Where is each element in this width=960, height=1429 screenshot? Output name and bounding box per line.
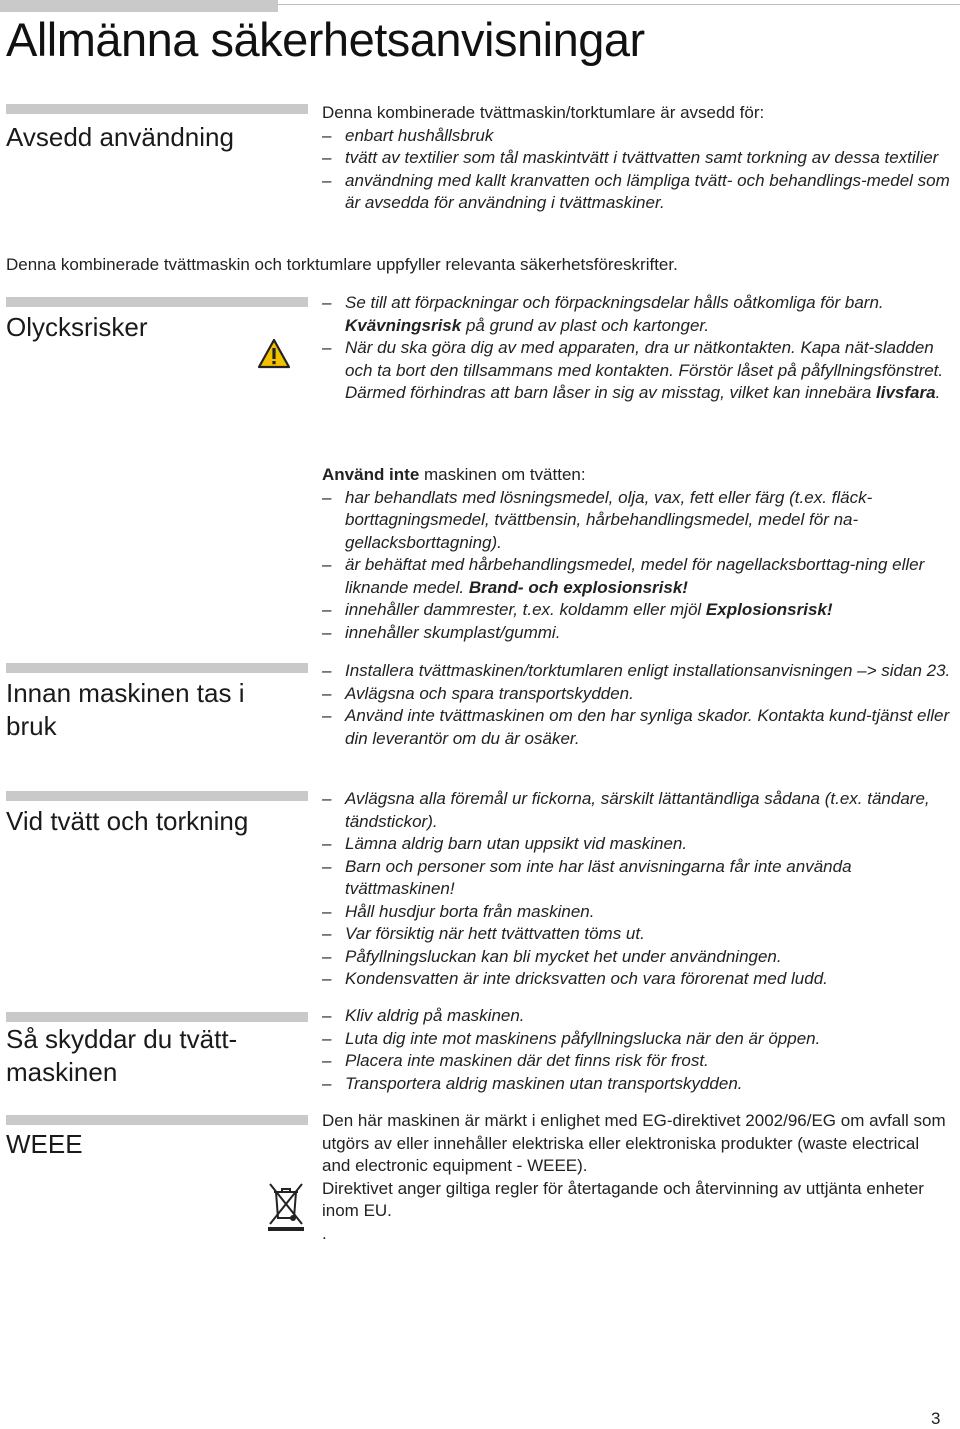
compliance-text: Denna kombinerade tvättmaskin och torktumlare uppfyller relevanta säkerhetsföreskrifter. [6, 255, 678, 274]
section-bar [6, 791, 308, 801]
list-item: – användning med kallt kranvatten och lämpliga tvätt- och behandlings-medel som är avsedda för användning i tvättmaskiner. [322, 170, 952, 215]
section-heading-avsedd: Avsedd användning [6, 122, 234, 152]
anvand-inte-body [322, 464, 952, 644]
list-item: – Installera tvättmaskinen/torktumlaren enligt installationsanvisningen –> sidan 23. [322, 660, 952, 683]
crossed-bin-icon [266, 1180, 306, 1232]
page-number: 3 [931, 1409, 941, 1428]
list-item: – Placera inte maskinen där det finns risk för frost. [322, 1050, 952, 1073]
section-heading-weee: WEEE [6, 1129, 83, 1159]
list-item: – Barn och personer som inte har läst anvisningarna får inte använda tvättmaskinen! [322, 856, 952, 901]
list-item: – har behandlats med lösningsmedel, olja, vax, fett eller färg (t.ex. fläck-borttagningsmedel, tvättbensin, hårbehandlingsmedel, medel för na-gellacksborttagning). [322, 487, 952, 555]
list-item: – Kliv aldrig på maskinen. [322, 1005, 952, 1028]
anvand-inte-intro: Använd inte maskinen om tvätten: [322, 465, 586, 484]
section-heading-skydd: Så skyddar du tvätt-maskinen [6, 1024, 238, 1087]
list-item: – är behäftat med hårbehandlingsmedel, medel för nagellacksborttag-ning eller liknande medel. Brand- och explosionsrisk! [322, 554, 952, 599]
list-item: – tvätt av textilier som tål maskintvätt i tvättvatten samt torkning av dessa textilier [322, 147, 952, 170]
list-item: – Se till att förpackningar och förpackningsdelar hålls oåtkomliga för barn. Kvävningsrisk på grund av plast och kartonger. [322, 292, 952, 337]
avsedd-intro: Denna kombinerade tvättmaskin/torktumlare är avsedd för: [322, 103, 765, 122]
list-item: – Kondensvatten är inte dricksvatten och vara förorenat med ludd. [322, 968, 952, 991]
section-bar [6, 1115, 308, 1125]
olycksrisker-body [322, 292, 952, 405]
avsedd-body [322, 102, 952, 215]
strong-text: livsfara [876, 383, 936, 402]
section-bar [6, 1012, 308, 1022]
strong-text: Brand- och explosionsrisk! [468, 577, 688, 597]
strong-text: Explosionsrisk! [705, 600, 833, 619]
section-heading-olycksrisker: Olycksrisker [6, 312, 148, 342]
list-item: – Håll husdjur borta från maskinen. [322, 901, 952, 924]
list-item: – Avlägsna alla föremål ur fickorna, särskilt lättantändliga sådana (t.ex. tändare, tändstickor). [322, 788, 952, 833]
page-title: Allmänna säkerhetsanvisningar [6, 13, 645, 66]
list-item: – Transportera aldrig maskinen utan transportskydden. [322, 1073, 952, 1096]
avsedd-list [322, 125, 952, 215]
innan-body [322, 660, 952, 750]
section-bar [6, 104, 308, 114]
list-item: – Lämna aldrig barn utan uppsikt vid maskinen. [322, 833, 952, 856]
list-item: – innehåller dammrester, t.ex. koldamm eller mjöl Explosionsrisk! [322, 599, 952, 622]
section-bar [6, 663, 308, 673]
header-bar [0, 0, 278, 12]
vid-body [322, 788, 952, 991]
list-item: – När du ska göra dig av med apparaten, dra ur nätkontakten. Kapa nät-sladden och ta bort den tillsammans med kontakten. Förstör låset på påfyllningsfönstret. Därmed förhindras att barn låser in sig av misstag, vilket kan innebära livsfara. [322, 337, 952, 405]
list-item: – Använd inte tvättmaskinen om den har synliga skador. Kontakta kund-tjänst eller din leverantör om du är osäker. [322, 705, 952, 750]
list-item: – Var försiktig när hett tvättvatten töms ut. [322, 923, 952, 946]
list-item: – Påfyllningsluckan kan bli mycket het under användningen. [322, 946, 952, 969]
vid-list [322, 788, 952, 991]
section-bar [6, 297, 308, 307]
list-item: – Luta dig inte mot maskinens påfyllningslucka när den är öppen. [322, 1028, 952, 1051]
strong-text: Kvävningsrisk [345, 315, 462, 335]
skydd-body [322, 1005, 952, 1095]
section-heading-innan: Innan maskinen tas i bruk [6, 678, 245, 741]
list-item: – Avlägsna och spara transportskydden. [322, 683, 952, 706]
weee-body [322, 1110, 952, 1245]
header-rule [278, 4, 960, 5]
list-item: – enbart hushållsbruk [322, 125, 952, 148]
olycksrisker-list [322, 292, 952, 405]
weee-paragraph: Den här maskinen är märkt i enlighet med EG-direktivet 2002/96/EG om avfall som utgörs av eller innehåller elektriska eller elektroniska produkter (waste electrical and electronic equipment - WEEE). [322, 1111, 946, 1175]
innan-list [322, 660, 952, 750]
weee-paragraph: Direktivet anger giltiga regler för återtagande och återvinning av uttjänta enheter inom EU. [322, 1178, 924, 1220]
anvand-inte-list [322, 487, 952, 645]
warning-triangle-icon [257, 338, 291, 369]
list-item: – innehåller skumplast/gummi. [322, 622, 952, 645]
skydd-list [322, 1005, 952, 1095]
section-heading-vid: Vid tvätt och torkning [6, 806, 249, 836]
weee-paragraph: . [322, 1223, 327, 1243]
